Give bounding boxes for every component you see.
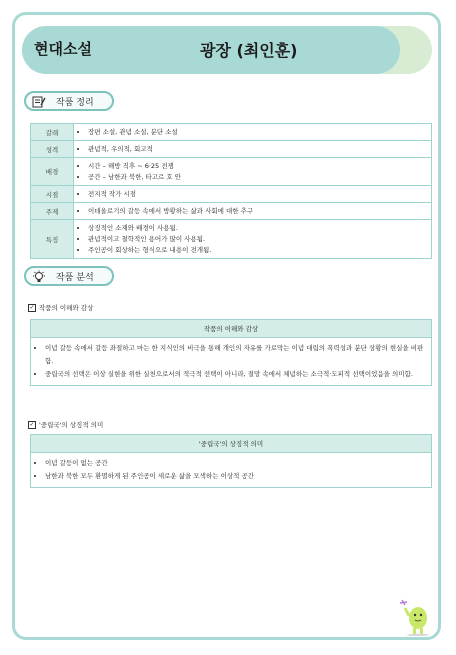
summary-table [30,123,432,259]
box-title: '중립국'의 상징적 의미 [31,435,431,453]
symbol-list [31,457,431,483]
box-title: 작품의 이해와 감상 [31,320,431,338]
table-row [31,141,432,158]
analysis-list [31,342,431,381]
list-item: • 이념 갈등 속에서 갈등 좌절하고 마는 한 지식인의 비극을 통해 개인의 자유를 가로막는 이념 대립의 폭력성과 분단 상황의 현실을 비판함. [45,342,431,368]
row-key: 성격 [31,141,74,158]
symbol-box [30,434,432,488]
list-item: • 이념 갈등이 없는 공간 [45,457,431,470]
row-key: 특징 [31,220,74,259]
checkbox-icon: ✓ [29,303,35,311]
subsection-heading-text: '중립국'의 상징적 의미 [39,421,104,429]
list-item: • 장편 소설, 관념 소설, 분단 소설 [88,127,427,137]
table-row [31,203,432,220]
row-value [74,203,432,220]
row-value [74,141,432,158]
category-label: 현대소설 [34,40,92,58]
list-item: • 관념적이고 철학적인 용어가 많이 사용됨. [88,234,427,244]
row-value [74,220,432,259]
list-item: • 주인공이 회상하는 형식으로 내용이 전개됨. [88,245,427,255]
checkbox-icon: ✓ [29,420,35,428]
subsection-heading [28,420,103,429]
row-key: 배경 [31,158,74,186]
row-key: 시점 [31,186,74,203]
list-item: • 남한과 북한 모두 환멸하게 된 주인공이 새로운 삶을 모색하는 이상적 공간 [45,470,431,483]
list-item: • 시간 – 해방 직후 ~ 6·25 전쟁 [88,161,427,171]
mascot-icon [398,598,432,636]
page-title: 광장 (최인훈) [200,41,298,60]
list-item: • 공간 – 남한과 북한, 타고르 호 안 [88,172,427,182]
analysis-box [30,319,432,386]
lightbulb-icon [32,269,46,283]
section-label: 작품 정리 [56,97,94,108]
notepad-icon [32,94,46,108]
section-work-analysis [24,266,114,286]
row-key: 주제 [31,203,74,220]
row-value [74,124,432,141]
subsection-heading [28,303,93,312]
table-row [31,186,432,203]
list-item: • 관념적, 우의적, 회고적 [88,144,427,154]
section-label: 작품 분석 [56,272,94,283]
table-row [31,158,432,186]
section-work-summary [24,91,114,111]
row-key: 갈래 [31,124,74,141]
row-value [74,158,432,186]
list-item: • 이데올로기의 갈등 속에서 방황하는 삶과 사회에 대한 추구 [88,206,427,216]
list-item: • 상징적인 소재와 배경이 사용됨. [88,223,427,233]
table-row [31,124,432,141]
list-item: • 전지적 작가 시점 [88,189,427,199]
table-row [31,220,432,259]
subsection-heading-text: 작품의 이해와 감상 [39,304,94,312]
row-value [74,186,432,203]
list-item: • 중립국의 선택은 이상 실현을 위한 실천으로서의 적극적 선택이 아니라, 절망 속에서 체념하는 소극적·도피적 선택이었음을 의미함. [45,368,431,381]
